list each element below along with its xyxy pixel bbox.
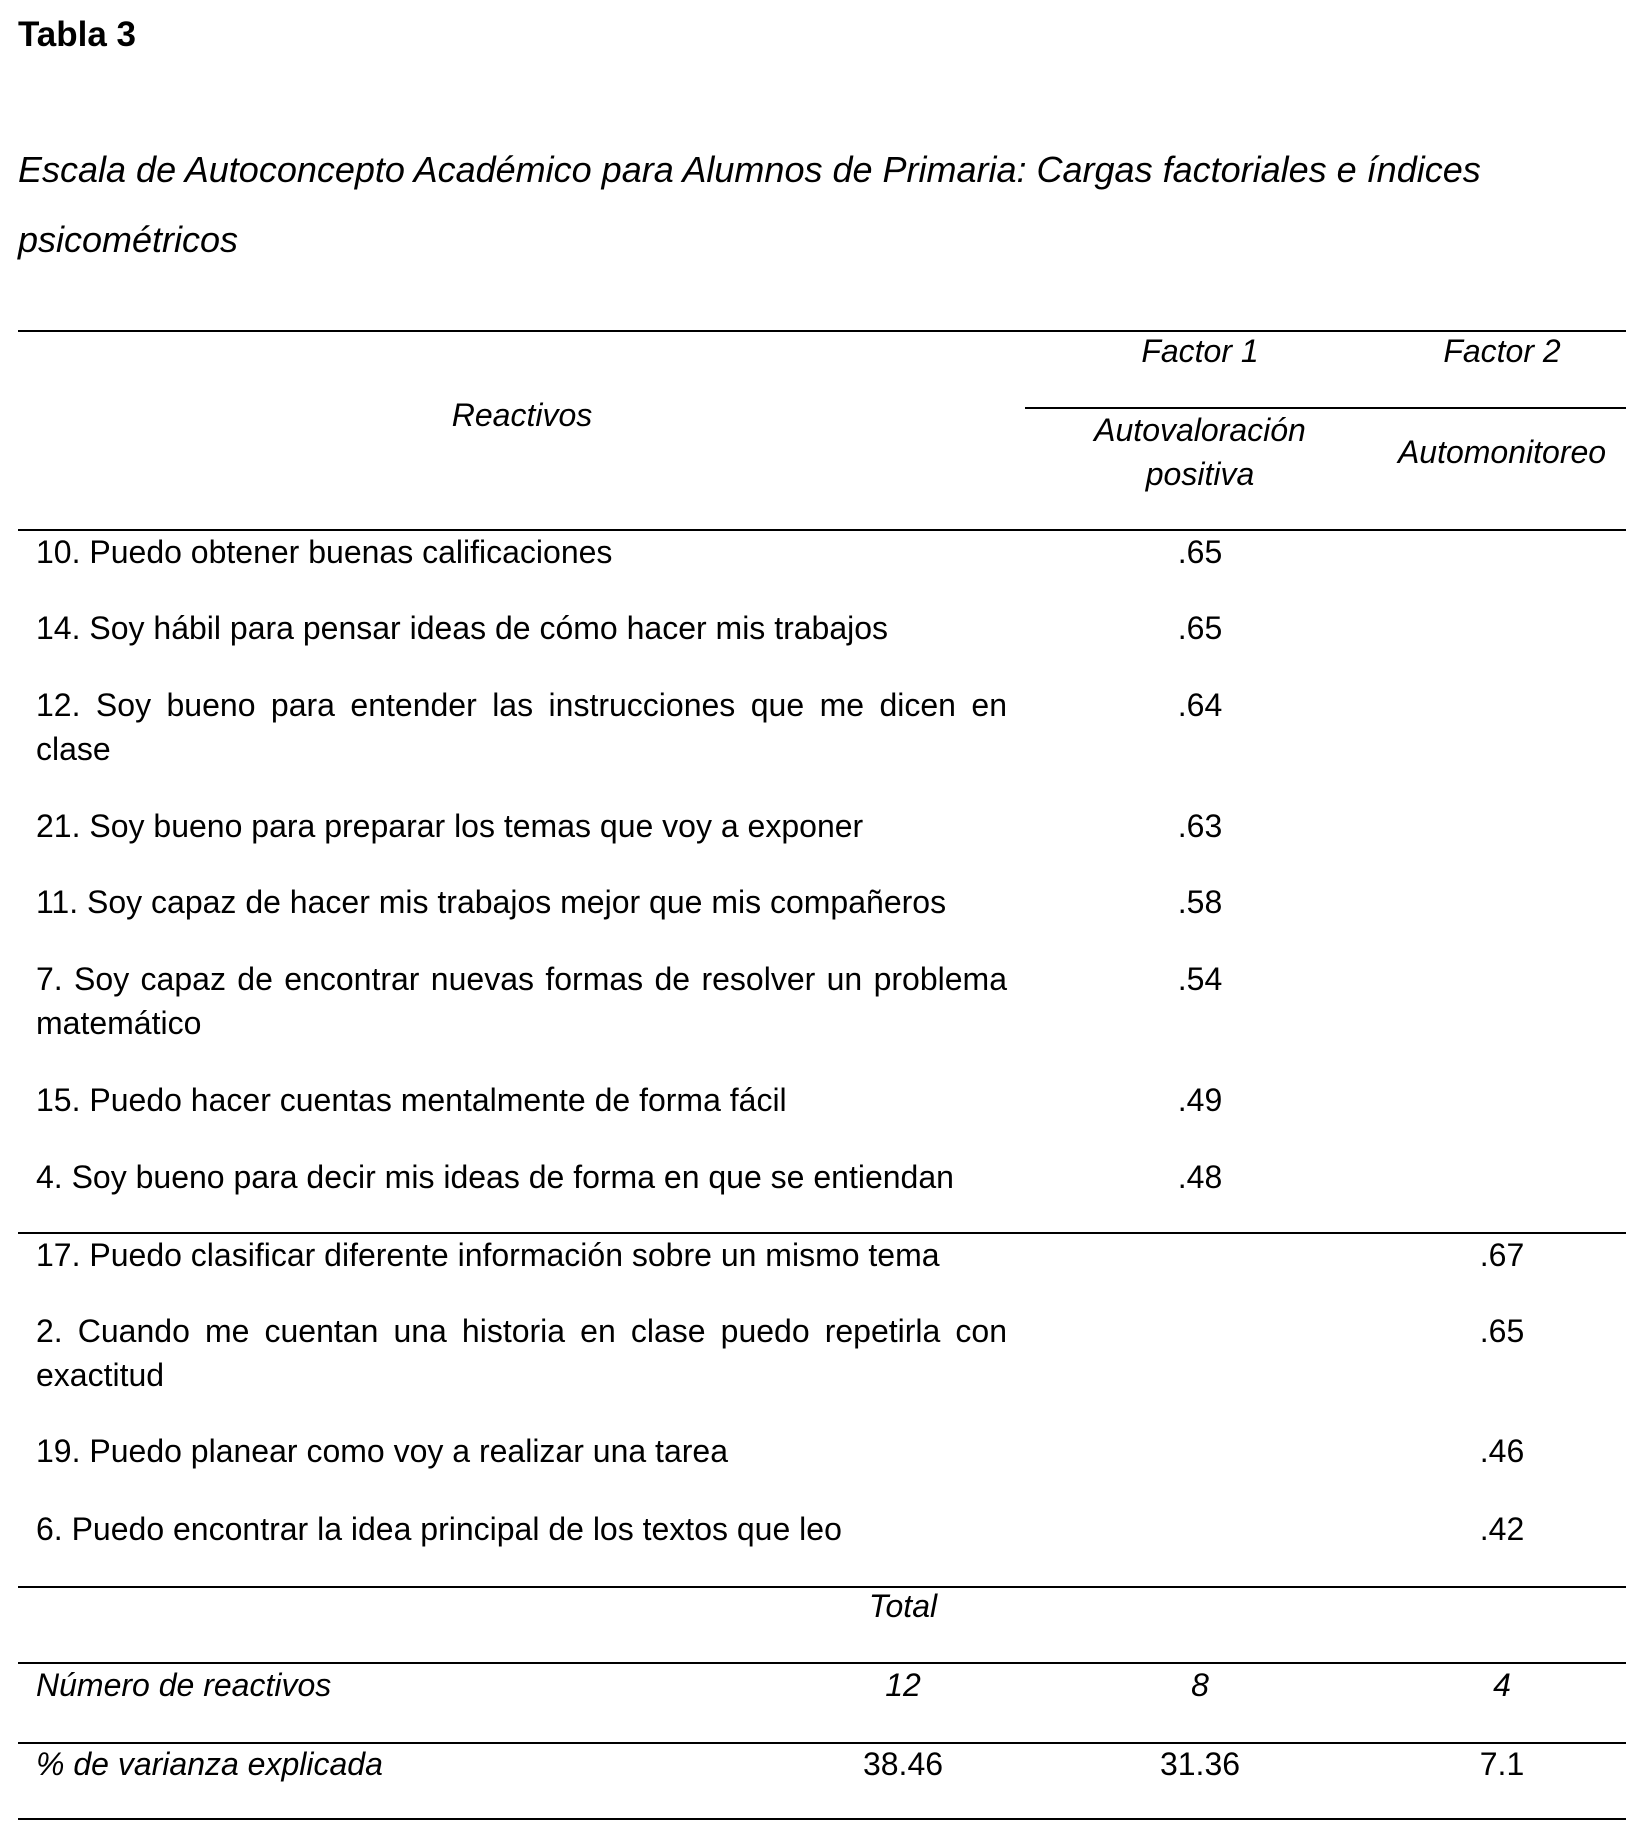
summary-f2: 7.1 bbox=[1479, 1746, 1525, 1782]
item-text: 7. Soy capaz de encontrar nuevas formas de resolver un problema matemático bbox=[36, 961, 1007, 1041]
header-reactivos: Reactivos bbox=[451, 397, 593, 433]
item-text: 4. Soy bueno para decir mis ideas de forma en que se entiendan bbox=[36, 1159, 954, 1195]
factor-loading: .54 bbox=[1177, 961, 1223, 997]
rule-factor-split bbox=[18, 1232, 1626, 1234]
header-factor2-name: Automonitoreo bbox=[1397, 434, 1607, 470]
factor-loading: .46 bbox=[1479, 1433, 1525, 1469]
table-number: Tabla 3 bbox=[18, 15, 137, 54]
factor-loading: .42 bbox=[1479, 1511, 1525, 1547]
total-label: Total bbox=[868, 1588, 938, 1624]
item-text: 17. Puedo clasificar diferente información sobre un mismo tema bbox=[36, 1237, 940, 1273]
rule-summary bbox=[18, 1586, 1626, 1588]
summary-f2: 4 bbox=[1493, 1667, 1511, 1703]
item-text: 2. Cuando me cuentan una historia en clase puedo repetirla con exactitud bbox=[36, 1313, 1007, 1393]
summary-total: 38.46 bbox=[862, 1746, 944, 1782]
item-text: 15. Puedo hacer cuentas mentalmente de forma fácil bbox=[36, 1082, 787, 1118]
header-factor1: Factor 1 bbox=[1141, 333, 1259, 369]
item-text: 6. Puedo encontrar la idea principal de los textos que leo bbox=[36, 1511, 842, 1547]
summary-label: % de varianza explicada bbox=[36, 1746, 383, 1782]
factor-loading: .65 bbox=[1479, 1313, 1525, 1349]
factor-loading: .48 bbox=[1177, 1159, 1223, 1195]
item-text: 12. Soy bueno para entender las instrucciones que me dicen en clase bbox=[36, 687, 1007, 767]
summary-f1: 8 bbox=[1191, 1667, 1209, 1703]
header-factor1-name: Autovaloración positiva bbox=[1094, 412, 1306, 492]
item-text: 21. Soy bueno para preparar los temas que voy a exponer bbox=[36, 808, 864, 844]
summary-total: 12 bbox=[885, 1667, 921, 1703]
item-text: 14. Soy hábil para pensar ideas de cómo hacer mis trabajos bbox=[36, 610, 889, 646]
factor-loading: .49 bbox=[1177, 1082, 1223, 1118]
factor-loading: .65 bbox=[1177, 610, 1223, 646]
summary-label: Número de reactivos bbox=[36, 1667, 332, 1703]
factor-loading: .64 bbox=[1177, 687, 1223, 723]
summary-f1: 31.36 bbox=[1159, 1746, 1241, 1782]
table-caption: Escala de Autoconcepto Académico para Alumnos de Primaria: Cargas factoriales e índices psicométricos bbox=[18, 149, 1481, 260]
factor-loading: .67 bbox=[1479, 1237, 1525, 1273]
rule-bottom bbox=[18, 1818, 1626, 1820]
factor-loading: .58 bbox=[1177, 884, 1223, 920]
item-text: 19. Puedo planear como voy a realizar una tarea bbox=[36, 1433, 728, 1469]
item-text: 11. Soy capaz de hacer mis trabajos mejor que mis compañeros bbox=[36, 884, 947, 920]
header-factor2: Factor 2 bbox=[1443, 333, 1561, 369]
factor-loading: .65 bbox=[1177, 534, 1223, 570]
item-text: 10. Puedo obtener buenas calificaciones bbox=[36, 534, 613, 570]
factor-loading: .63 bbox=[1177, 808, 1223, 844]
rule-top bbox=[18, 330, 1626, 332]
